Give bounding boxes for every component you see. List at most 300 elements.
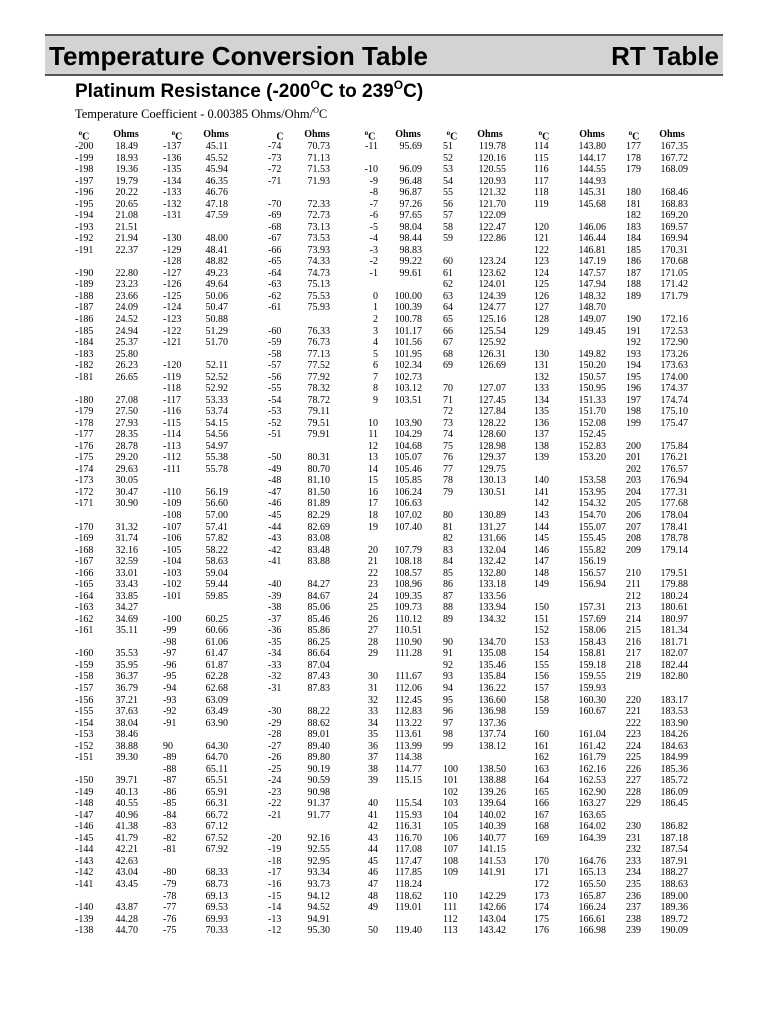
table-cell: 105.85 <box>394 475 422 487</box>
table-cell: -194 <box>75 210 94 222</box>
table-cell: 85.86 <box>307 625 330 637</box>
table-cell: -158 <box>75 671 94 683</box>
table-cell: 120.55 <box>478 164 506 176</box>
table-cell: 12 <box>368 440 378 452</box>
table-cell: -68 <box>268 221 282 233</box>
table-cell: -83 <box>163 821 177 833</box>
table-cell: 51.29 <box>205 325 228 337</box>
table-cell: 153.58 <box>578 475 606 487</box>
table-cell: 96.48 <box>399 175 422 187</box>
table-cell: -129 <box>163 244 182 256</box>
table-cell: 190 <box>626 313 641 325</box>
table-cell: 147 <box>534 556 549 568</box>
table-cell: 70.73 <box>307 141 330 152</box>
table-cell: -136 <box>163 152 182 164</box>
table-cell: 36.37 <box>115 671 138 683</box>
table-cell: 182.44 <box>660 659 688 671</box>
table-cell: 89.01 <box>307 729 330 741</box>
table-cell: 10 <box>368 417 378 429</box>
table-cell: 165 <box>534 786 549 798</box>
table-cell: 113.99 <box>394 740 422 752</box>
table-cell: 75 <box>443 440 453 452</box>
table-cell: 117 <box>534 175 549 187</box>
table-cell: 156.94 <box>578 579 606 591</box>
table-cell: 54.97 <box>205 440 228 452</box>
table-cell: 164.76 <box>578 855 606 867</box>
table-cell: 25.80 <box>115 348 138 360</box>
table-cell: 186 <box>626 256 641 268</box>
table-cell: 46 <box>368 867 378 879</box>
table-cell: 134 <box>534 394 549 406</box>
table-cell: -106 <box>163 533 182 545</box>
table-cell: 179.14 <box>660 544 688 556</box>
table-cell: 127.45 <box>478 394 506 406</box>
table-cell: 18.93 <box>115 152 138 164</box>
table-cell: -38 <box>268 602 282 614</box>
table-cell: 149.82 <box>578 348 606 360</box>
table-cell: -166 <box>75 567 94 579</box>
table-cell: -133 <box>163 187 182 199</box>
table-cell: -138 <box>75 925 94 937</box>
table-cell: 59.44 <box>205 579 228 591</box>
table-cell: 120.93 <box>478 175 506 187</box>
table-cell <box>390 279 422 291</box>
table-cell: -134 <box>163 175 182 187</box>
table-cell: -165 <box>75 579 94 591</box>
table-cell: -108 <box>163 510 182 521</box>
table-cell: -48 <box>268 475 282 487</box>
table-cell: -126 <box>163 279 182 291</box>
table-cell: -144 <box>75 844 94 856</box>
table-cell: -151 <box>75 752 94 764</box>
table-cell: 144.17 <box>578 152 606 164</box>
table-cell: 184.26 <box>660 729 688 741</box>
table-cell: 95.30 <box>307 925 330 937</box>
table-cell: 117.08 <box>394 844 422 856</box>
table-cell <box>268 695 290 707</box>
table-cell: -11 <box>365 141 378 152</box>
table-cell: 34.27 <box>115 602 138 614</box>
table-cell: 126 <box>534 290 549 302</box>
table-cell: 24.52 <box>115 313 138 325</box>
table-cell: 113.61 <box>394 729 422 741</box>
table-cell: -186 <box>75 313 94 325</box>
table-cell: 103.90 <box>394 417 422 429</box>
table-cell: 121.32 <box>478 187 506 199</box>
table-cell: 56.19 <box>205 486 228 498</box>
table-cell: 196 <box>626 383 641 395</box>
table-cell: -57 <box>268 360 282 372</box>
table-cell <box>626 810 646 822</box>
table-cell: 136.98 <box>478 706 506 718</box>
table-cell: 42.21 <box>115 844 138 856</box>
table-cell: -163 <box>75 602 94 614</box>
table-cell: 202 <box>626 463 641 475</box>
table-cell: -58 <box>268 348 282 360</box>
table-cell: 135.08 <box>478 648 506 660</box>
table-cell: 157.31 <box>578 602 606 614</box>
table-cell: 228 <box>626 786 641 798</box>
table-cell <box>534 210 554 222</box>
table-cell: 105.46 <box>394 463 422 475</box>
table-cell: 61.87 <box>205 659 228 671</box>
table-cell: -86 <box>163 786 177 798</box>
table-cell: -45 <box>268 510 282 521</box>
table-cell: 161.79 <box>578 752 606 764</box>
table-cell: 166.98 <box>578 925 606 937</box>
table-cell: 149.45 <box>578 325 606 337</box>
table-cell: 78 <box>443 475 453 487</box>
table-cell: 54 <box>443 175 453 187</box>
table-cell: 58 <box>443 221 453 233</box>
table-cell: 175 <box>534 913 549 925</box>
table-cell: 179 <box>626 164 641 176</box>
table-cell: -29 <box>268 717 282 729</box>
col-head-ohms-7: Ohms <box>659 129 685 140</box>
table-cell: 117.85 <box>394 867 422 879</box>
table-cell: 43.87 <box>115 902 138 914</box>
table-cell: -15 <box>268 890 282 902</box>
table-cell: 69.93 <box>205 913 228 925</box>
table-cell: 72.73 <box>307 210 330 222</box>
table-cell: 125.16 <box>478 313 506 325</box>
table-cell: 79.51 <box>307 417 330 429</box>
table-cell: 100.39 <box>394 302 422 314</box>
table-cell: 91 <box>443 648 453 660</box>
table-cell: 36.79 <box>115 682 138 694</box>
table-cell: 159.93 <box>578 682 606 694</box>
table-cell: 79 <box>443 486 453 498</box>
table-cell: 133.56 <box>478 590 506 602</box>
table-cell: 122 <box>534 244 549 256</box>
table-cell <box>163 475 193 487</box>
table-cell: 181.71 <box>660 636 688 648</box>
table-cell: 114.38 <box>394 752 422 764</box>
col-head-temp-2: $^o$C <box>171 129 183 143</box>
table-cell: -139 <box>75 913 94 925</box>
table-cell: 39 <box>368 775 378 787</box>
table-cell: 211 <box>626 579 641 591</box>
table-cell: -200 <box>75 141 94 152</box>
table-cell: 161 <box>534 740 549 752</box>
table-cell: 92.95 <box>307 855 330 867</box>
table-cell: 160.67 <box>578 706 606 718</box>
table-cell: 188.63 <box>660 879 688 890</box>
table-cell: -154 <box>75 717 94 729</box>
table-cell: 130.13 <box>478 475 506 487</box>
table-cell <box>268 821 290 833</box>
table-cell: 177 <box>626 141 641 152</box>
table-cell: -130 <box>163 233 182 245</box>
table-cell: 178.41 <box>660 521 688 533</box>
table-cell: -198 <box>75 164 94 176</box>
table-cell: -91 <box>163 717 177 729</box>
table-cell: -51 <box>268 429 282 441</box>
table-cell: 107.40 <box>394 521 422 533</box>
table-cell: -25 <box>268 763 282 775</box>
table-cell: -156 <box>75 694 94 706</box>
table-cell: 28.35 <box>115 429 138 441</box>
table-cell: 219 <box>626 671 641 683</box>
table-cell: 158 <box>534 694 549 706</box>
table-cell: 66.31 <box>205 798 228 810</box>
table-cell: -173 <box>75 475 94 487</box>
table-cell: 119 <box>534 198 549 210</box>
table-cell: 191 <box>626 325 641 337</box>
table-cell: 112.83 <box>394 706 422 718</box>
table-cell: 113.22 <box>394 717 422 729</box>
table-cell: 102.34 <box>394 360 422 372</box>
table-cell <box>472 245 506 257</box>
table-cell: 141.15 <box>478 844 506 856</box>
table-cell: 18 <box>368 510 378 521</box>
table-cell: -70 <box>268 198 282 210</box>
table-cell: 150 <box>534 602 549 614</box>
table-cell: 69.13 <box>205 890 228 902</box>
table-cell: 118 <box>534 187 549 199</box>
table-cell: 176.57 <box>660 463 688 475</box>
table-cell: 94.52 <box>307 902 330 914</box>
table-cell: 34.69 <box>115 613 138 625</box>
table-cell: 104.29 <box>394 429 422 441</box>
table-cell: 187 <box>626 267 641 279</box>
table-cell: 139 <box>534 452 549 464</box>
table-cell: 21 <box>368 556 378 568</box>
table-cell: -56 <box>268 371 282 383</box>
table-cell: -31 <box>268 682 282 694</box>
table-cell: 112.06 <box>394 682 422 694</box>
table-cell <box>358 914 378 926</box>
table-cell: 135.84 <box>478 671 506 683</box>
table-cell: -185 <box>75 325 94 337</box>
table-cell: 182 <box>626 210 641 222</box>
table-cell: 77.52 <box>307 360 330 372</box>
table-cell: -182 <box>75 360 94 372</box>
table-cell: 95.69 <box>399 141 422 152</box>
table-cell: 68.33 <box>205 867 228 879</box>
table-cell: -23 <box>268 786 282 798</box>
table-cell: 46.76 <box>205 187 228 199</box>
table-cell: 186.45 <box>660 798 688 810</box>
table-cell: -41 <box>268 556 282 568</box>
table-cell <box>268 187 290 199</box>
table-cell: 132.80 <box>478 567 506 579</box>
table-cell: 77.92 <box>307 371 330 383</box>
table-cell: -105 <box>163 544 182 556</box>
col-head-ohms-5: Ohms <box>477 129 503 140</box>
table-cell: -164 <box>75 590 94 602</box>
table-cell: 93 <box>443 671 453 683</box>
table-cell: -39 <box>268 590 282 602</box>
table-cell: 127.84 <box>478 406 506 418</box>
table-cell: 109.35 <box>394 590 422 602</box>
table-cell: 203 <box>626 475 641 487</box>
table-cell: 146.81 <box>578 244 606 256</box>
table-cell <box>572 337 606 349</box>
table-cell: 159 <box>534 706 549 718</box>
table-cell: 92.55 <box>307 844 330 856</box>
table-cell <box>196 602 228 614</box>
table-cell: 80.70 <box>307 463 330 475</box>
table-cell: 177.68 <box>660 498 688 510</box>
table-cell <box>106 383 138 395</box>
table-cell: -155 <box>75 706 94 718</box>
table-cell: 47.59 <box>205 210 228 222</box>
table-cell: 161.04 <box>578 729 606 741</box>
table-cell <box>106 891 138 903</box>
table-cell: -27 <box>268 740 282 752</box>
table-cell: -187 <box>75 302 94 314</box>
table-cell: 2 <box>373 313 378 325</box>
table-cell: -87 <box>163 775 177 787</box>
table-cell: 26.65 <box>115 371 138 383</box>
table-cell: 41.79 <box>115 832 138 844</box>
table-cell: 127 <box>534 302 549 314</box>
table-cell <box>443 752 459 764</box>
table-cell: 37.21 <box>115 694 138 706</box>
table-cell: 90.19 <box>307 763 330 775</box>
table-cell: 89.40 <box>307 740 330 752</box>
table-cell: -36 <box>268 625 282 637</box>
table-cell: 50.47 <box>205 302 228 314</box>
table-cell: 150.57 <box>578 371 606 383</box>
table-cell: -7 <box>369 198 378 210</box>
table-cell: 178 <box>626 152 641 164</box>
table-cell: 8 <box>373 383 378 395</box>
table-cell: 84.27 <box>307 579 330 591</box>
table-cell: 145.31 <box>578 187 606 199</box>
table-cell: 35.53 <box>115 648 138 660</box>
table-cell: 169.20 <box>660 210 688 222</box>
table-cell: 40.96 <box>115 809 138 821</box>
table-cell <box>472 879 506 891</box>
table-cell: -168 <box>75 544 94 556</box>
table-cell: 189.00 <box>660 890 688 902</box>
table-cell: 58.63 <box>205 556 228 568</box>
table-cell: 97.26 <box>399 198 422 210</box>
table-cell: 87.43 <box>307 671 330 683</box>
table-cell: 27.93 <box>115 417 138 429</box>
table-cell: 94.91 <box>307 913 330 925</box>
table-cell: 87 <box>443 590 453 602</box>
table-cell: 120.16 <box>478 152 506 164</box>
table-cell: 75.53 <box>307 290 330 302</box>
table-cell: 145 <box>534 533 549 545</box>
table-cell: 49.64 <box>205 279 228 291</box>
table-cell: 193 <box>626 348 641 360</box>
temp-column-5 <box>443 141 459 937</box>
table-cell: 159.55 <box>578 671 606 683</box>
table-cell: 73.93 <box>307 244 330 256</box>
table-cell: 75.13 <box>307 279 330 291</box>
table-cell: 86.64 <box>307 648 330 660</box>
table-cell: 185.72 <box>660 775 688 787</box>
table-cell: 63.49 <box>205 706 228 718</box>
table-cell: 59.04 <box>205 567 228 579</box>
table-cell: 224 <box>626 740 641 752</box>
table-cell: 115 <box>534 152 549 164</box>
table-cell: 70.33 <box>205 925 228 937</box>
table-cell: 32 <box>368 694 378 706</box>
table-cell: 208 <box>626 533 641 545</box>
table-cell: 56.60 <box>205 498 228 510</box>
table-cell: 182.07 <box>660 648 688 660</box>
table-cell: -111 <box>163 463 181 475</box>
table-cell <box>654 176 688 188</box>
table-cell: 131 <box>534 360 549 372</box>
table-cell: 36 <box>368 740 378 752</box>
table-cell: 24.94 <box>115 325 138 337</box>
table-cell: -178 <box>75 417 94 429</box>
table-cell: 126.31 <box>478 348 506 360</box>
table-cell: 87.83 <box>307 682 330 694</box>
table-cell: 173 <box>534 890 549 902</box>
table-cell: 98.83 <box>399 244 422 256</box>
table-cell: -128 <box>163 256 182 268</box>
table-cell: 163.27 <box>578 798 606 810</box>
table-cell: 20 <box>368 544 378 556</box>
table-cell: -112 <box>163 452 181 464</box>
table-cell: -115 <box>163 417 181 429</box>
table-cell: 52.52 <box>205 371 228 383</box>
table-cell: -61 <box>268 302 282 314</box>
table-cell <box>572 844 606 856</box>
col-head-temp-4: $^o$C <box>364 129 376 143</box>
table-cell: 19 <box>368 521 378 533</box>
table-cell: 55 <box>443 187 453 199</box>
table-cell: 172.90 <box>660 337 688 349</box>
table-cell: 108.18 <box>394 556 422 568</box>
table-cell: 123.62 <box>478 267 506 279</box>
table-cell: 83 <box>443 544 453 556</box>
table-cell: 21.08 <box>115 210 138 222</box>
table-cell: 116.70 <box>394 832 422 844</box>
table-cell: -171 <box>75 498 94 510</box>
table-cell: 79.91 <box>307 429 330 441</box>
table-cell: 147.57 <box>578 267 606 279</box>
table-cell: 44 <box>368 844 378 856</box>
table-cell: 90.98 <box>307 786 330 798</box>
table-cell: -92 <box>163 706 177 718</box>
table-cell: -26 <box>268 752 282 764</box>
table-cell: -169 <box>75 533 94 545</box>
table-cell: 146.44 <box>578 233 606 245</box>
table-cell: -191 <box>75 244 94 256</box>
table-cell: -44 <box>268 521 282 533</box>
table-cell <box>106 256 138 268</box>
table-cell: 185.36 <box>660 763 688 775</box>
table-cell: 105.07 <box>394 452 422 464</box>
table-cell: 108.96 <box>394 579 422 591</box>
table-cell: 4 <box>373 337 378 349</box>
table-cell: 87.04 <box>307 659 330 671</box>
table-cell: 81.50 <box>307 486 330 498</box>
table-cell: 227 <box>626 775 641 787</box>
table-cell <box>654 556 688 568</box>
table-cell: 141.91 <box>478 867 506 879</box>
table-cell: 52 <box>443 152 453 164</box>
table-cell: 213 <box>626 602 641 614</box>
table-cell: -80 <box>163 867 177 879</box>
table-cell <box>268 441 290 453</box>
table-cell: -19 <box>268 844 282 856</box>
table-cell: 45.94 <box>205 164 228 176</box>
table-cell: 103.12 <box>394 383 422 395</box>
table-cell: 110.51 <box>394 625 422 637</box>
table-cell: 75.93 <box>307 302 330 314</box>
table-cell: 122.86 <box>478 233 506 245</box>
table-cell: 154.32 <box>578 498 606 510</box>
